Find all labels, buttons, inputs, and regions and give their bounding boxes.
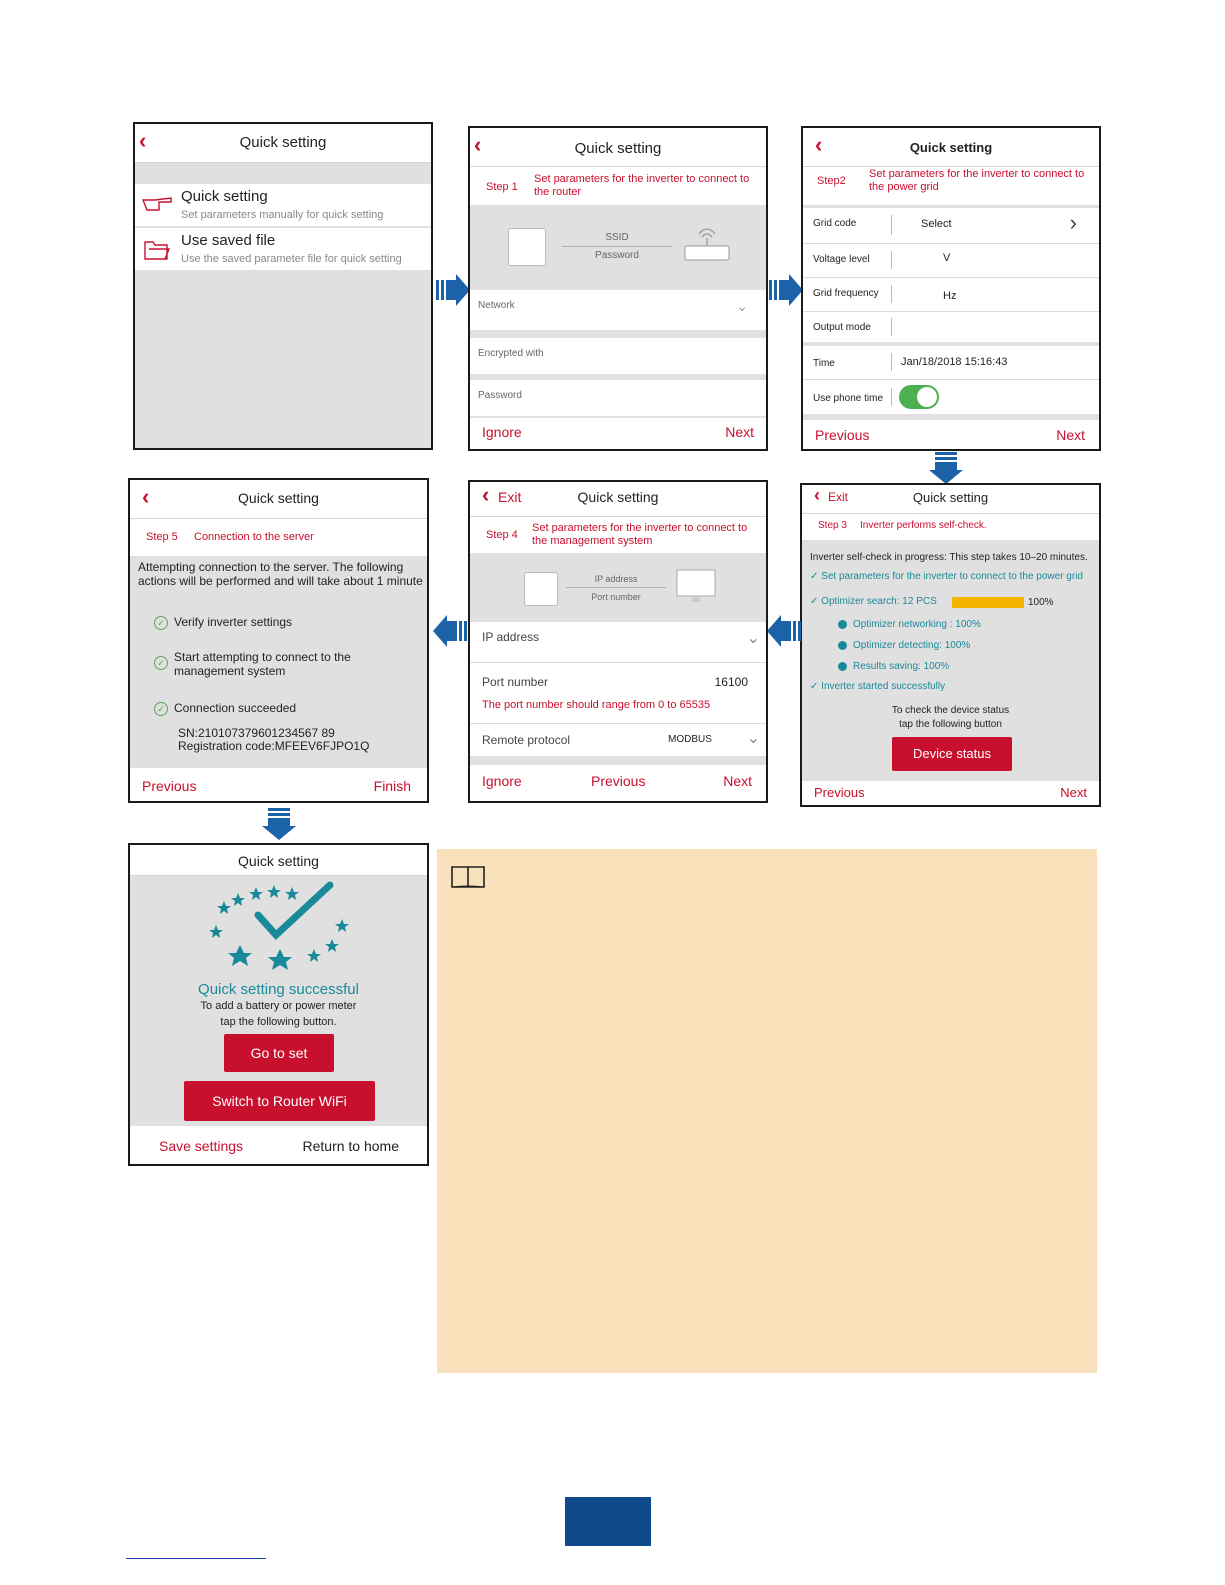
connection-line: [562, 246, 672, 247]
page-title: Quick setting: [239, 134, 327, 151]
step-description: Set parameters for the inverter to connect to the management system: [532, 522, 748, 547]
sub-item-networking: [838, 619, 981, 630]
save-settings-button[interactable]: Save settings: [159, 1138, 244, 1154]
success-title: Quick setting successful: [198, 981, 359, 998]
ip-caption: IP address: [594, 574, 638, 584]
ignore-button[interactable]: Ignore: [482, 773, 522, 789]
back-icon[interactable]: ‹: [142, 484, 150, 509]
panel-quick-setting-start: [133, 122, 433, 450]
sub-item-saving: [838, 661, 949, 672]
check-text: Verify inverter settings: [174, 615, 293, 629]
step-number: Step 4: [486, 529, 518, 541]
connection-line: [566, 587, 666, 588]
step-number: Step 5: [146, 531, 178, 543]
password-field[interactable]: [470, 380, 766, 416]
port-number-value[interactable]: 16100: [714, 675, 748, 689]
encryption-label: Encrypted with: [478, 348, 544, 359]
device-status-button[interactable]: Device status: [892, 737, 1012, 771]
header: [803, 128, 1099, 167]
panel-step2-power-grid: [801, 126, 1101, 451]
ip-address-label: IP address: [482, 630, 540, 644]
password-caption: Password: [595, 250, 639, 261]
step-number: Step 3: [818, 520, 847, 531]
ip-address-field[interactable]: [470, 622, 766, 662]
check-verify: [154, 615, 292, 630]
panel-step3-self-check: [800, 483, 1101, 807]
step-banner: [130, 519, 427, 556]
chevron-down-icon: ⌄: [746, 730, 760, 747]
step-number: Step 1: [486, 181, 518, 193]
back-icon[interactable]: ‹: [815, 132, 823, 157]
row-label: Voltage level: [813, 254, 870, 265]
inverter-icon: [524, 572, 558, 606]
grid-code-row[interactable]: [803, 208, 1099, 243]
page-title: Quick setting: [912, 490, 989, 505]
footer: [130, 1126, 427, 1166]
panel-success: [128, 843, 429, 1166]
arrow-left-icon: [767, 615, 801, 647]
registration-code: Registration code:MFEEV6FJPO1Q: [178, 739, 370, 753]
check-connect: [154, 650, 414, 678]
sub-item-detecting: [838, 640, 970, 651]
footer: [802, 781, 1099, 807]
progress-fill: [952, 597, 1024, 608]
use-phone-time-row: [803, 380, 1099, 414]
back-icon[interactable]: ‹: [814, 485, 820, 505]
connection-message: Attempting connection to the server. The following actions will be performed and will take about 1 minute: [138, 560, 423, 588]
option-title: Quick setting: [181, 188, 268, 205]
page-title: Quick setting: [577, 489, 659, 505]
step-banner: [803, 167, 1099, 205]
check-item-text: Set parameters for the inverter to connect to the power grid: [821, 571, 1083, 582]
exit-button[interactable]: Exit: [828, 490, 849, 504]
sub-item-text: Results saving: 100%: [853, 661, 950, 672]
panel-step1-router: [468, 126, 768, 451]
network-field[interactable]: [470, 290, 766, 330]
optimizer-search-row: ✓ Optimizer search: 12 PCS: [810, 596, 937, 607]
success-stars-check-icon: [210, 881, 350, 973]
previous-button[interactable]: Previous: [591, 773, 646, 789]
encryption-field[interactable]: [470, 338, 766, 374]
hint-line-2: tap the following button.: [220, 1016, 337, 1028]
option-title: Use saved file: [181, 232, 276, 249]
hint-line-1: To check the device status: [891, 705, 1010, 716]
step-number: Step2: [817, 175, 846, 187]
arrow-down-icon: [929, 452, 963, 484]
port-error-text: The port number should range from 0 to 65535: [482, 699, 711, 711]
option-desc: Set parameters manually for quick setting: [181, 209, 384, 221]
started-row: ✓ Inverter started successfully: [810, 681, 946, 692]
grid-frequency-row[interactable]: [803, 278, 1099, 311]
exit-button[interactable]: Exit: [498, 489, 522, 505]
check-succeeded: [154, 701, 296, 716]
option-use-saved-file[interactable]: [135, 228, 431, 270]
check-circle-icon: ✓: [154, 702, 168, 716]
port-caption: Port number: [591, 592, 641, 602]
remote-protocol-field[interactable]: [470, 724, 766, 756]
check-text: Start attempting to connect to the management system: [174, 650, 351, 678]
port-number-field[interactable]: [470, 663, 766, 723]
footer: [470, 765, 766, 803]
check-circle-icon: ✓: [154, 616, 168, 630]
optimizer-percent: 100%: [1028, 597, 1054, 608]
page-title: Quick setting: [238, 853, 319, 869]
chevron-down-icon: ⌄: [746, 630, 760, 647]
finish-button[interactable]: Finish: [373, 778, 411, 794]
remote-protocol-label: Remote protocol: [482, 733, 571, 747]
output-mode-row[interactable]: [803, 312, 1099, 342]
previous-button[interactable]: Previous: [142, 778, 197, 794]
optimizer-progress-bar: [952, 597, 1024, 608]
port-number-label: Port number: [482, 675, 549, 689]
arrow-right-icon: [436, 274, 470, 306]
go-to-set-button[interactable]: Go to set: [224, 1034, 334, 1072]
optimizer-search-text: Optimizer search: 12 PCS: [821, 596, 937, 607]
step-description: Set parameters for the inverter to connect to the power grid: [869, 168, 1085, 193]
book-icon: [449, 863, 487, 891]
password-label: Password: [478, 390, 522, 401]
voltage-level-row[interactable]: [803, 244, 1099, 277]
sub-item-text: Optimizer networking : 100%: [853, 619, 981, 630]
step-banner: [470, 517, 766, 553]
return-to-home-button[interactable]: Return to home: [302, 1138, 399, 1154]
row-label: Grid frequency: [813, 288, 879, 299]
note-box: [437, 849, 1097, 1373]
network-label: Network: [478, 300, 515, 311]
sub-item-text: Optimizer detecting: 100%: [853, 640, 971, 651]
previous-button[interactable]: Previous: [815, 427, 870, 443]
next-button[interactable]: Next: [1060, 785, 1087, 800]
row-value: Select: [921, 218, 952, 230]
panel-step5-server: [128, 478, 429, 803]
footer: [130, 768, 427, 803]
folder-icon: [143, 236, 171, 262]
row-label: Time: [813, 358, 835, 369]
arrow-left-icon: [433, 615, 467, 647]
page-title: Quick setting: [238, 490, 319, 506]
ssid-label: SSID: [605, 232, 629, 243]
remote-protocol-value: MODBUS: [668, 734, 712, 745]
header: [130, 480, 427, 519]
step-description: Set parameters for the inverter to connect to the router: [534, 173, 750, 198]
ignore-button[interactable]: Ignore: [482, 424, 522, 440]
next-button[interactable]: Next: [725, 424, 754, 440]
step-description: Inverter performs self-check.: [860, 520, 987, 531]
option-quick-setting[interactable]: [135, 184, 431, 226]
header: [130, 845, 427, 876]
header: [470, 482, 766, 517]
row-label: Use phone time: [813, 393, 884, 404]
check-dot-icon: [838, 620, 847, 629]
row-value: Hz: [943, 290, 957, 302]
next-button[interactable]: Next: [723, 773, 752, 789]
header: [802, 485, 1099, 514]
row-label: Grid code: [813, 218, 857, 229]
option-desc: Use the saved parameter file for quick setting: [181, 253, 402, 265]
next-button[interactable]: Next: [1056, 427, 1085, 443]
switch-router-wifi-button[interactable]: Switch to Router WiFi: [184, 1081, 375, 1121]
check-text: Connection succeeded: [174, 701, 297, 715]
check-item-grid: ✓ Set parameters for the inverter to connect to the power grid: [810, 571, 1083, 582]
row-value: V: [943, 252, 951, 264]
hand-pointing-icon: [141, 192, 175, 214]
back-icon[interactable]: ‹: [474, 132, 482, 157]
row-label: Output mode: [813, 322, 871, 333]
step-banner: [470, 167, 766, 205]
chevron-right-icon: ›: [1069, 210, 1077, 235]
chevron-down-icon: ⌄: [736, 298, 748, 314]
step-banner: [802, 514, 1099, 540]
arrow-down-icon: [262, 808, 296, 840]
check-circle-icon: ✓: [154, 656, 168, 670]
page-title: Quick setting: [909, 140, 993, 155]
hint-line-2: tap the following button: [899, 719, 1002, 730]
back-icon[interactable]: ‹: [482, 482, 490, 507]
step-description: Connection to the server: [194, 531, 314, 543]
page-title: Quick setting: [574, 140, 662, 157]
hint-line-1: To add a battery or power meter: [200, 1000, 357, 1012]
header: [470, 128, 766, 167]
inverter-icon: [508, 228, 546, 266]
check-dot-icon: [838, 641, 847, 650]
arrow-right-icon: [769, 274, 803, 306]
progress-note: Inverter self-check in progress: This step takes 10–20 minutes.: [810, 552, 1088, 563]
router-icon: [682, 220, 732, 264]
use-phone-time-toggle[interactable]: [899, 385, 939, 409]
footer-link-line: [126, 1558, 266, 1559]
started-text: Inverter started successfully: [821, 681, 946, 692]
footer: [470, 418, 766, 451]
back-icon[interactable]: ‹: [139, 128, 147, 153]
row-value: Jan/18/2018 15:16:43: [901, 356, 1008, 368]
footer: [803, 420, 1099, 451]
page-number-badge: [565, 1497, 651, 1546]
serial-number: SN:210107379601234567 89: [178, 726, 335, 740]
time-row[interactable]: [803, 346, 1099, 379]
header: [135, 124, 431, 163]
panel-step4-management: [468, 480, 768, 803]
previous-button[interactable]: Previous: [814, 785, 865, 800]
monitor-icon: [674, 568, 718, 608]
check-dot-icon: [838, 662, 847, 671]
